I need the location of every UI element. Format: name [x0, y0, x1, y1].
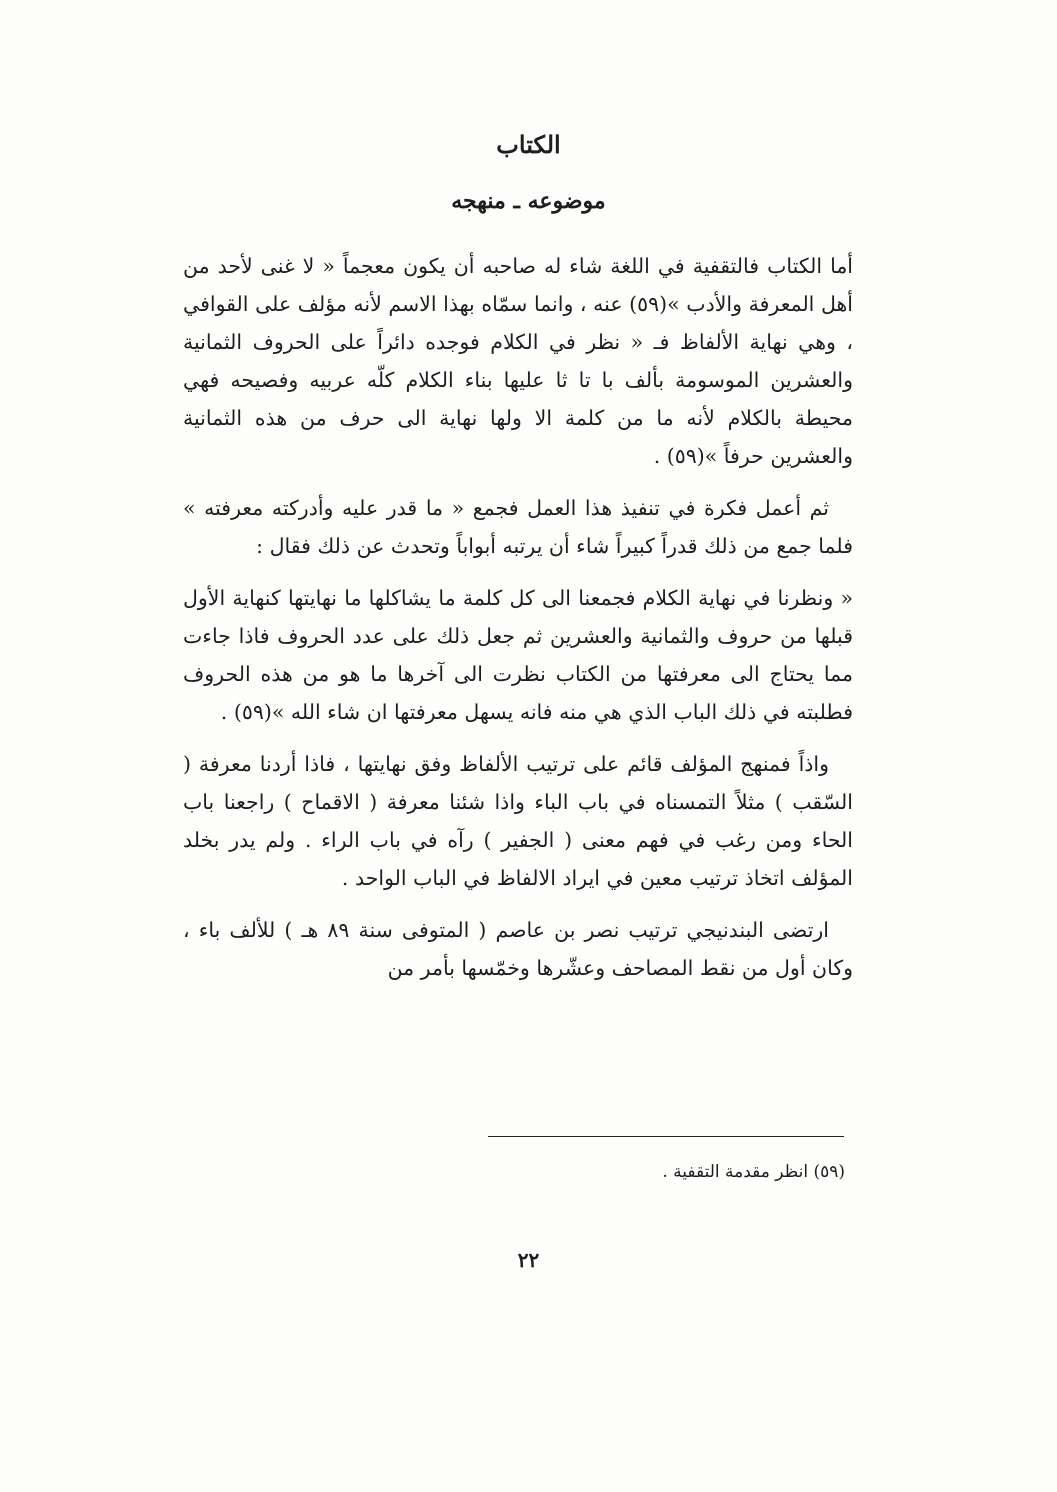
- body-text: [183, 247, 853, 1001]
- paragraph-1: أما الكتاب فالتقفية في اللغة شاء له صاحبه أن يكون معجماً « لا غنى لأحد من أهل المعرفة والأدب »(٥٩) عنه ، وانما سمّاه بهذا الاسم لأنه مؤلف على القوافي ، وهي نهاية الألفاظ فـ « نظر في الكلام فوجده دائراً على الحروف الثمانية والعشرين الموسومة بألف با تا ثا عليها بناء الكلام كلّه عربيه وفصيحه فهي محيطة بالكلام لأنه ما من كلمة الا ولها نهاية الى حرف من هذه الثمانية والعشرين حرفاً »(٥٩) .: [183, 254, 853, 468]
- paragraph-4: واذاً فمنهج المؤلف قائم على ترتيب الألفاظ وفق نهايتها ، فاذا أردنا معرفة ( السّقب ) مثلاً التمسناه في باب الباء واذا شئنا معرفة ( الاقماح ) راجعنا باب الحاء ومن رغب في فهم معنى ( الجفير ) رآه في باب الراء . ولم يدر بخلد المؤلف اتخاذ ترتيب معين في ايراد الالفاظ في الباب الواحد .: [183, 752, 853, 890]
- paragraph-2: ثم أعمل فكرة في تنفيذ هذا العمل فجمع « ما قدر عليه وأدركته معرفته » فلما جمع من ذلك قدراً كبيراً شاء أن يرتبه أبواباً وتحدث عن ذلك فقال :: [183, 496, 853, 558]
- page-number: ٢٢: [517, 1248, 540, 1272]
- paragraph-3: « ونظرنا في نهاية الكلام فجمعنا الى كل كلمة ما يشاكلها ما نهايتها كنهاية الأول قبلها من حروف والثمانية والعشرين ثم جعل ذلك على عدد الحروف فاذا جاءت مما يحتاج الى معرفتها من الكتاب نظرت الى آخرها ما هو من هذه الحروف فطلبته في ذلك الباب الذي هي منه فانه يسهل معرفتها ان شاء الله »(٥٩) .: [183, 586, 853, 724]
- footnote: (٥٩) انظر مقدمة التقفية .: [662, 1162, 845, 1182]
- footnote-separator: [488, 1136, 844, 1137]
- paragraph-5: ارتضى البندنيجي ترتيب نصر بن عاصم ( المتوفى سنة ٨٩ هـ ) للألف باء ، وكان أول من نقط المصاحف وعشّرها وخمّسها بأمر من: [183, 918, 853, 980]
- chapter-subtitle: موضوعه ـ منهجه: [451, 188, 606, 214]
- chapter-title: الكتاب: [496, 130, 561, 159]
